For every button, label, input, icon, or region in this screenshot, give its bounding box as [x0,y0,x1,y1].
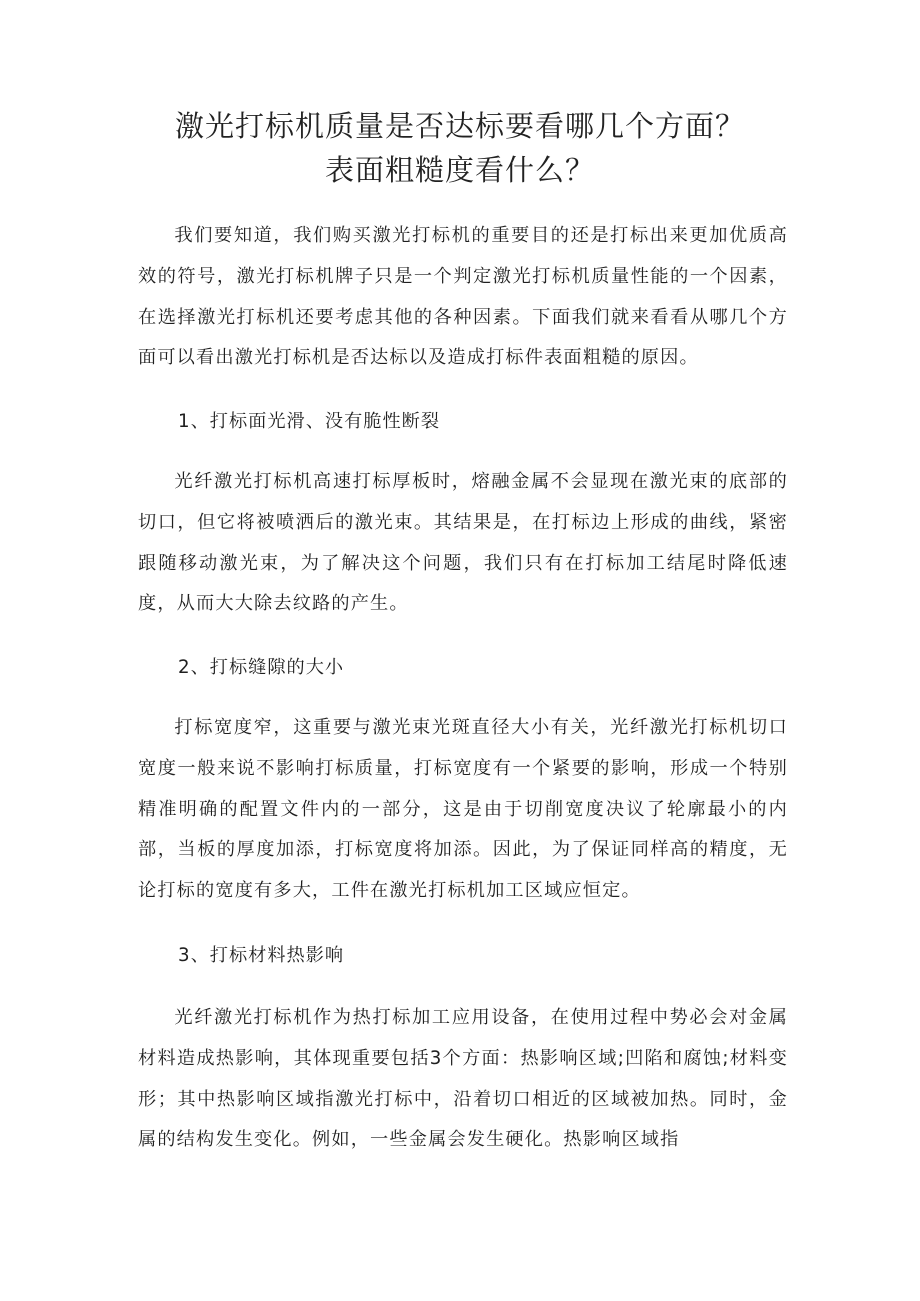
intro-paragraph: 我们要知道，我们购买激光打标机的重要目的还是打标出来更加优质高效的符号，激光打标机牌子只是一个判定激光打标机质量性能的一个因素，在选择激光打标机还要考虑其他的各种因素。下面我们就来看看从哪几个方面可以看出激光打标机是否达标以及造成打标件表面粗糙的原因。 [138,225,788,369]
section-1-paragraph: 光纤激光打标机高速打标厚板时，熔融金属不会显现在激光束的底部的切口，但它将被喷洒后的激光束。其结果是，在打标边上形成的曲线，紧密跟随移动激光束，为了解决这个问题，我们只有在打标加工结尾时降低速度，从而大大除去纹路的产生。 [138,471,788,615]
section-3-heading: 3、打标材料热影响 [178,945,345,966]
document-title-line-2: 表面粗糙度看什么？ [324,153,595,187]
section-2-paragraph: 打标宽度窄，这重要与激光束光斑直径大小有关，光纤激光打标机切口宽度一般来说不影响打标质量，打标宽度有一个紧要的影响，形成一个特别精准明确的配置文件内的一部分，这是由于切削宽度决议了轮廓最小的内部，当板的厚度加添，打标宽度将加添。因此，为了保证同样高的精度，无论打标的宽度有多大，工件在激光打标机加工区域应恒定。 [138,717,788,902]
document-title-line-1: 激光打标机质量是否达标要看哪几个方面？ [174,109,745,143]
section-3-paragraph: 光纤激光打标机作为热打标加工应用设备，在使用过程中势必会对金属材料造成热影响，其体现重要包括3个方面：热影响区域;凹陷和腐蚀;材料变形；其中热影响区域指激光打标中，沿着切口相近的区域被加热。同时，金属的结构发生变化。例如，一些金属会发生硬化。热影响区域指 [138,1007,788,1151]
section-1-heading: 1、打标面光滑、没有脆性断裂 [178,411,441,432]
section-2-heading: 2、打标缝隙的大小 [178,657,345,678]
